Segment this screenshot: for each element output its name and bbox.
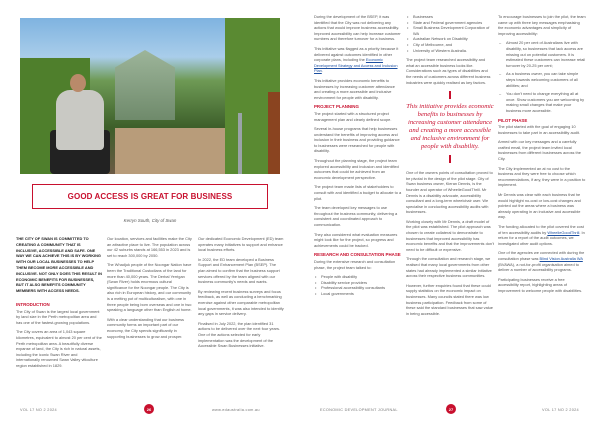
journal-name: ECONOMIC DEVELOPMENT JOURNAL [320,408,398,412]
bvawa-link[interactable]: Blind Vision Australia WA [539,255,583,261]
author-caption: Kerryn South, City of Swan [123,218,177,223]
text: One of the agencies we connected with during the consultation phase was [498,250,585,261]
pull-quote-block [406,91,494,163]
paragraph: Our location, services and facilities make the City an attractive place to live. The population across our 42 suburbs stands at 166,553 in 2023 and is set to reach 300,000 by 2050. [107,236,192,258]
column-1 [16,236,102,373]
list-item: – As a business owner, you can take simple steps towards welcoming customers of all abilities; and [498,71,586,88]
paragraph [498,224,586,246]
column-5 [406,14,494,320]
paragraph: The project started with a structured project management plan and clearly defined scope. [314,110,392,122]
issue-label-left: VOL 17 NO 2 2024 [20,408,57,412]
text: The funding allocated to the pilot covered the cost of ten accessibility audits by [498,224,584,235]
paragraph: The City covers an area of 1,043 square kilometres, equivalent to almost 20 per cent of the Perth metropolitan area. A beautifully diverse expanse of land, the City is rich in natural assets, including the iconic Swan River and internationally renowned Swan Valley viticulture region established in 1829. [16,329,102,368]
text: This initiative was flagged as a priority because it delivered against outcomes identified in other corporate plans, including the [314,45,399,63]
list-item: • Professional accessibility consultants [314,285,402,291]
text: (BVAWA), a not-for-profit organisation aimed to deliver a number of accessibility programs. [498,261,579,273]
paragraph: They also considered what evaluation measures might look like for the project, so progress and achievements could be tracked. [314,231,398,248]
right-page [300,0,600,424]
paragraph: The City of Swan is the largest local government by land size in the Perth metropolitan area and has one of the fastest-growing populations. [16,308,100,325]
list-item: • People with disability [314,274,402,280]
column-6 [498,14,586,298]
strategy-link[interactable]: Economic Development Strategy and Access and Inclusion Plan [314,57,398,74]
key-messages-list [498,40,586,113]
paragraph: Several in-house programs that help businesses understand the benefits of improving access and inclusion in their business and providing guidance to businesses were researched for people with disability. [314,126,400,154]
paragraph: By reviewing recent business surveys and focus feedback, as well as conducting a benchmarking exercise against other comparable metropolitan local governments, it was also intended to identify any gaps in service delivery. [198,288,284,317]
section-heading-pilot-phase: PILOT PHASE [498,117,528,123]
paragraph: Finalised in July 2022, the plan identified 31 actions to be delivered over the next four years. One of the actions selected for early implementation was the development of the Accessible Swan Businesses initiative. [198,320,280,349]
paragraph: Working closely with Mr Dennis, a draft model of the pilot was established. The pilot approach was chosen to create collateral to demonstrate to businesses that improved accessibility has economic benefits and that the improvements don't need to be difficult or expensive. [406,218,494,252]
paragraph: During the development of the BSEP, it was identified that the City was not delivering any actions that would improve business accessibility. Improved accessibility can help increase customer numbers and therefore turnover for a business. [314,14,401,42]
paragraph: However, further enquiries found that these could supply statistics on the economic impact on businesses. Many councils stated there was low business participation. Feedback from some of these said the standard businesses that saw value in being accessible. [406,282,493,316]
consulted-list-continued [406,14,494,53]
paragraph [314,46,402,74]
paragraph: The Whadjuk people of the Noongar Nation have been the Traditional Custodians of the land for more than 40,000 years. The Derbal Yerrigan (Swan River) holds enormous cultural significance for the Noongar people. The City is also rich in European history, and our community is a melting pot of multiculturalism, with one in three people being born overseas and one in two speaking a language other than English at home. [107,262,192,313]
wheeliegoodthrill-link[interactable]: WheelieGoodThrill [547,229,580,235]
paragraph: The pilot started with the goal of engaging 10 businesses to take part in an accessibility audit. [498,124,580,135]
paragraph [498,250,586,272]
lead-paragraph: THE CITY OF SWAN IS COMMITTED TO CREATING A COMMUNITY THAT IS INCLUSIVE, ACCESSIBLE AND SAFE. ONE WAY WE CAN ACHIEVE THIS IS BY WORKING WITH OUR LOCAL BUSINESSES TO HELP THEM BECOME MORE ACCESSIBLE AND INCLUSIVE. NOT ONLY DOES THIS RESULT IN ECONOMIC BENEFITS FOR BUSINESSES, BUT IT ALSO BENEFITS COMMUNITY MEMBERS WITH ACCESS NEEDS. [16,236,102,294]
list-item: • Small Business Development Corporation of WA [406,25,494,36]
paragraph: One of the owners points of consultation proved to be pivotal in the design of the pilot stage. City of Swan business owner, Kieran Dennis, is the founder and operator of WheelieGoodThrill. Mr Dennis is a disability advocate, accessibility consultant and a long-term wheelchair user. We specialise in conducting accessibility audits with businesses. [406,170,493,215]
list-item: • Businesses [406,14,494,20]
list-item: • State and Federal government agencies [406,20,494,26]
quote-bar-bottom [449,155,451,163]
feature-photo-wheelchair-user [20,18,280,174]
paragraph: In 2022, the ED team developed a Business Support and Enhancement Plan (BSEP). The plan aimed to confirm that the business support services offered by the team aligned with our business community's needs and wants. [198,256,280,285]
quote-bar-top [449,91,451,99]
paragraph: Armed with our key messages and a carefully crafted email, the project team invited local businesses from different businesses across the City. [498,139,581,162]
list-item: • Local governments [314,291,402,297]
list-item: • University of Western Australia. [406,48,494,54]
paragraph: Through the consultation and research stage, we realised that many local governments from other states had already implemented a similar initiative across their respective business communities. [406,256,492,279]
paragraph: With a clear understanding that our business community forms an important part of our economy, the City spends significantly in supporting businesses to grow and prosper. [107,316,184,339]
list-item: • City of Melbourne, and [406,42,494,48]
paragraph: Participating businesses receive a free accessibility report, highlighting areas of improvement to welcome people with disabilities. [498,276,583,293]
consulted-list [314,274,402,296]
paragraph: The team developed key messages to use throughout the business community, delivering a consistent and coordinated approach to communication. [314,205,398,227]
paragraph: The City implemented an at no cost to the business and they were free to choose which recommendations, if any, they were in a position to implement. [498,165,586,188]
section-heading-project-planning: PROJECT PLANNING [314,104,359,110]
list-item: • Disability service providers [314,280,402,286]
section-heading-introduction: INTRODUCTION [16,301,50,307]
list-item: – You don't need to change everything all at once. Show customers you are welcoming by making small changes that make your business more accessible. [498,91,586,113]
paragraph: The project team researched accessibility and what an accessible business looks like. Considerations such as types of disabilities and the needs of customers across different business industries were quickly realised as key factors. [406,57,491,85]
column-3 [198,236,284,353]
column-2 [107,236,193,343]
list-item: – Almost 20 per cent of Australians live with disability, so businesses that lack access are missing out on potential customers. It is estimated these customers can increase retail turnover by 20-25 per cent; [498,40,586,68]
page-number-left: 26 [144,404,154,414]
text: . [321,68,323,74]
paragraph: During the extensive research and consultation phase, the project team talked to: [314,258,396,270]
list-item: • Australian Network on Disability [406,36,494,42]
paragraph: To encourage businesses to join the pilot, the team came up with three key messages emphasising the economic advantages and simplicity of improving accessibility: [498,14,586,36]
paragraph: The project team made lists of stakeholders to consult with and identified a budget to allocate to a pilot. [314,184,402,201]
issue-label-right: VOL 17 NO 2 2024 [542,408,579,412]
paragraph: Throughout the planning stage, the project team explored accessibility and inclusion and identified outcomes that could be achieved from an economic development perspective. [314,158,399,180]
section-heading-research: RESEARCH AND CONSULTATION PHASE [314,252,401,258]
paragraph: This initiative provides economic benefits to businesses by increasing customer attendance and creating a more accessible and inclusive environment for people with disability. [314,77,395,100]
page-number-right: 27 [446,404,456,414]
text: . In return for a report of the audit outcomes, we investigated other audit options. [498,229,585,246]
paragraph: Mr Dennis was clear with each business that he would highlight no-cost or low-cost changes and pointed out the areas where a business was already operating in an inclusive and accessible way. [498,192,581,220]
column-4 [314,14,402,301]
pull-quote: This initiative provides economic benefits to businesses by increasing customer attendance and creating a more accessible and inclusive environment for people with disability. [406,103,494,151]
paragraph: Our dedicated Economic Development (ED) team operates many initiatives to support and enhance local business efforts. [198,236,284,253]
article-headline: GOOD ACCESS IS GREAT FOR BUSINESS [32,184,268,209]
website-link[interactable]: www.edaustralia.com.au [212,408,260,412]
